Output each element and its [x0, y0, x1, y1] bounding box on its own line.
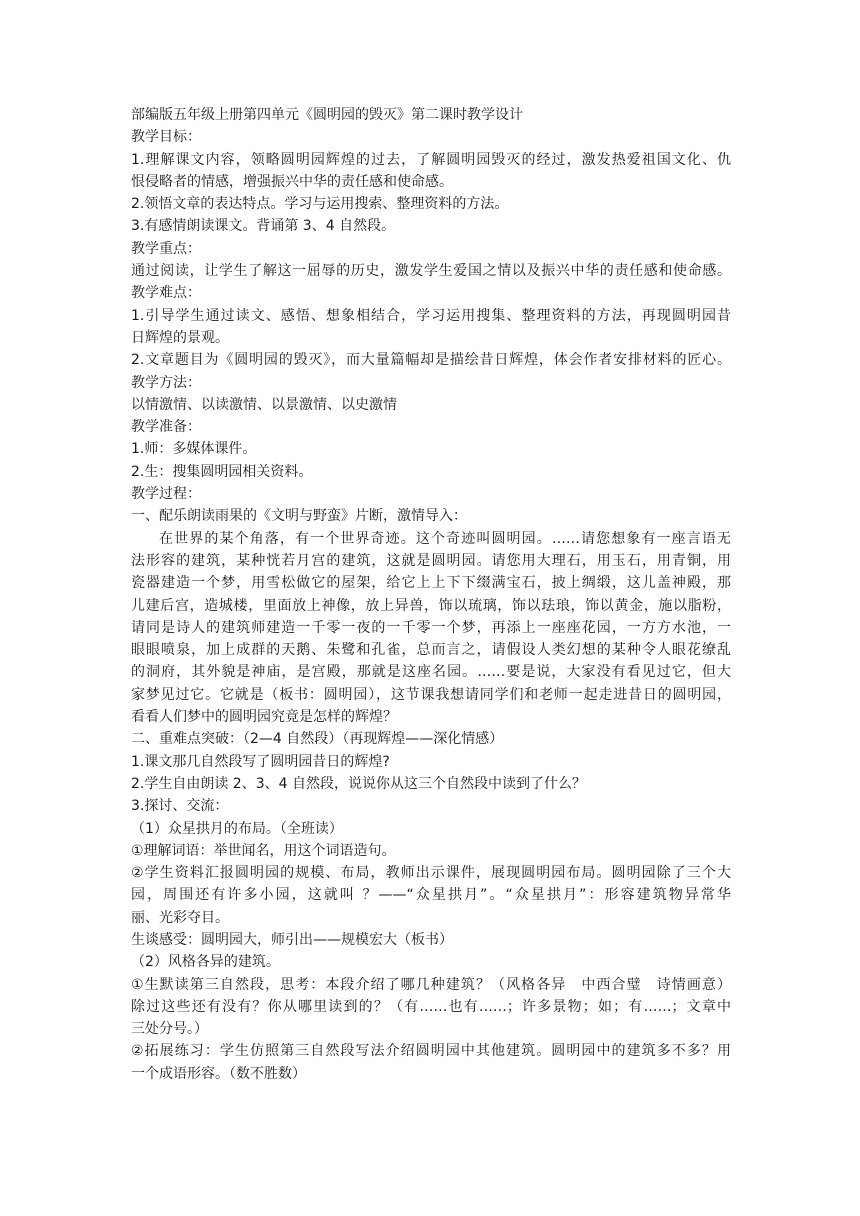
- text-line: （2）风格各异的建筑。: [131, 954, 280, 971]
- text-line: ①理解词语：举世闻名，用这个词语造句。: [131, 842, 396, 859]
- text-line: 通过阅读，让学生了解这一屈辱的历史，激发学生爱国之情以及振兴中华的责任感和使命感。: [131, 263, 731, 280]
- text-line: 看看人们梦中的圆明园究竟是怎样的辉煌？: [131, 709, 397, 726]
- text-line: 生谈感受：圆明园大，师引出——规模宏大（板书）: [131, 931, 453, 948]
- document-body: [131, 104, 731, 1085]
- text-line: 除过这些还有没有？你从哪里读到的？（有……也有……；许多景物；如；有……；文章中: [131, 998, 731, 1015]
- text-line: 2.学生自由朗读 2、3、4 自然段，说说你从这三个自然段中读到了什么？: [131, 775, 586, 792]
- text-line: ②学生资料汇报圆明园的规模、布局，教师出示课件，展现圆明园布局。圆明园除了三个大: [131, 865, 731, 882]
- text-line: 2.领悟文章的表达特点。学习与运用搜索、整理资料的方法。: [131, 196, 509, 213]
- text-line: 家梦见过它。它就是（板书：圆明园），这节课我想请同学们和老师一起走进昔日的圆明园，: [131, 686, 731, 703]
- text-line: 眼眼喷泉，加上成群的天鹅、朱鹭和孔雀，总而言之，请假设人类幻想的某种令人眼花缭乱: [131, 642, 731, 659]
- text-line: ②拓展练习：学生仿照第三自然段写法介绍圆明园中其他建筑。圆明园中的建筑多不多？用: [131, 1043, 731, 1060]
- text-line: 在世界的某个角落，有一个世界奇迹。这个奇迹叫圆明园。……请您想象有一座言语无: [159, 530, 731, 547]
- text-line: 2.文章题目为《圆明园的毁灭》，而大量篇幅却是描绘昔日辉煌，体会作者安排材料的匠心。: [131, 352, 731, 369]
- text-line: 的洞府，其外貌是神庙，是宫殿，那就是这座名园。……要是说，大家没有看见过它，但大: [131, 664, 731, 681]
- text-line: 园，周围还有许多小园，这就叫 ？——“众星拱月”。“众星拱月”：形容建筑物异常华: [131, 887, 731, 904]
- text-line: 教学重点：: [131, 240, 201, 257]
- document-lines: [131, 126, 731, 1085]
- text-line: 请同是诗人的建筑师建造一千零一夜的一千零一个梦，再添上一座座花园，一方方水池，一: [131, 619, 731, 636]
- text-line: 1.理解课文内容，领略圆明园辉煌的过去，了解圆明园毁灭的经过，激发热爱祖国文化、仇: [131, 151, 731, 168]
- text-line: 教学难点：: [131, 285, 201, 302]
- text-line: 教学目标：: [131, 129, 201, 146]
- text-line: 一个成语形容。（数不胜数）: [131, 1065, 306, 1082]
- text-line: 1.引导学生通过读文、感悟、想象相结合，学习运用搜集、整理资料的方法，再现圆明园昔: [131, 307, 731, 324]
- text-line: 教学准备：: [131, 419, 201, 436]
- text-line: 以情激情、以读激情、以景激情、以史激情: [131, 396, 397, 413]
- text-line: 日辉煌的景观。: [131, 329, 229, 346]
- text-line: 3.有感情朗读课文。背诵第 3、4 自然段。: [131, 218, 396, 235]
- text-line: 瓷器建造一个梦，用雪松做它的屋架，给它上上下下缀满宝石，披上绸缎，这儿盖神殿，那: [131, 575, 731, 592]
- text-line: 3.探讨、交流：: [131, 798, 229, 815]
- text-line: 1.师：多媒体课件。: [131, 441, 257, 458]
- text-line: 二、重难点突破：（2—4 自然段）（再现辉煌——深化情感）: [131, 731, 504, 748]
- text-line: 教学方法：: [131, 374, 201, 391]
- text-line: 2.生：搜集圆明园相关资料。: [131, 463, 313, 480]
- text-line: （1）众星拱月的布局。（全班读）: [131, 820, 343, 837]
- text-line: 丽、光彩夺目。: [131, 909, 229, 926]
- text-line: 1.课文那几自然段写了圆明园昔日的辉煌?: [131, 753, 390, 770]
- document-title: 部编版五年级上册第四单元《圆明园的毁灭》第二课时教学设计: [131, 107, 523, 123]
- text-line: ①生默读第三自然段，思考：本段介绍了哪几种建筑？（风格各异 中西合璧 诗情画意）: [131, 976, 731, 993]
- text-line: 一、配乐朗读雨果的《文明与野蛮》片断，激情导入：: [131, 508, 467, 525]
- text-line: 教学过程：: [131, 486, 201, 503]
- text-line: 法形容的建筑，某种恍若月宫的建筑，这就是圆明园。请您用大理石，用玉石，用青铜，用: [131, 552, 731, 569]
- text-line: 三处分号。）: [131, 1021, 208, 1038]
- text-line: 儿建后宫，造城楼，里面放上神像，放上异兽，饰以琉璃，饰以珐琅，饰以黄金，施以脂粉，: [131, 597, 731, 614]
- text-line: 恨侵略者的情感，增强振兴中华的责任感和使命感。: [131, 173, 453, 190]
